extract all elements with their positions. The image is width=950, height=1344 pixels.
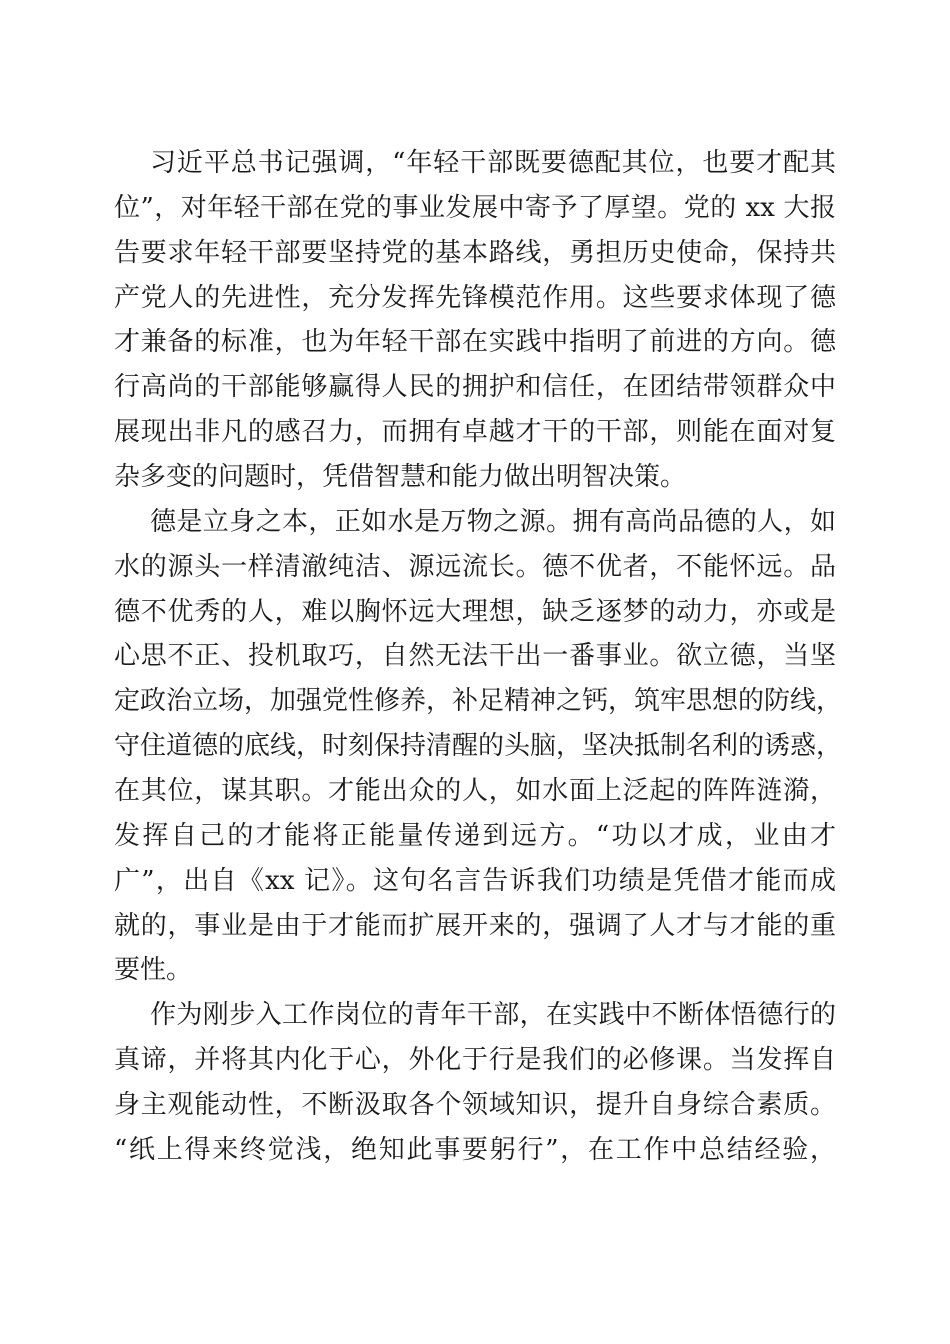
text-line: 在其位，谋其职。才能出众的人，如水面上泛起的阵阵涟漪， [114, 776, 836, 807]
text-line: 习近平总书记强调，“年轻干部既要德配其位，也要才配其 [150, 148, 836, 178]
text-line: 真谛，并将其内化于心，外化于行是我们的必修课。当发挥自 [114, 1045, 836, 1076]
text-line: 水的源头一样清澈纯洁、源远流长。德不优者，不能怀远。品 [114, 551, 836, 582]
text-line: 作为刚步入工作岗位的青年干部，在实践中不断体悟德行的 [150, 1000, 836, 1031]
text-line: 身主观能动性，不断汲取各个领域知识，提升自身综合素质。 [114, 1090, 836, 1121]
document-body [114, 141, 843, 1173]
text-line: 就的，事业是由于才能而扩展开来的，强调了人才与才能的重 [114, 910, 836, 941]
text-line: 行高尚的干部能够赢得人民的拥护和信任，在团结带领群众中 [114, 372, 836, 403]
text-line: 位”，对年轻干部在党的事业发展中寄予了厚望。党的 xx 大报 [114, 192, 836, 223]
text-line: 杂多变的问题时，凭借智慧和能力做出明智决策。 [114, 462, 687, 493]
text-line: 守住道德的底线，时刻保持清醒的头脑，坚决抵制名利的诱惑， [114, 731, 843, 762]
text-line: 产党人的先进性，充分发挥先锋模范作用。这些要求体现了德 [114, 282, 836, 313]
paragraph-1 [114, 141, 836, 500]
text-line: “纸上得来终觉浅，绝知此事要躬行”，在工作中总结经验， [114, 1134, 836, 1165]
paragraph-3 [114, 993, 836, 1172]
text-line: 发挥自己的才能将正能量传递到远方。“功以才成，业由才 [114, 820, 836, 851]
text-line: 要性。 [114, 955, 193, 986]
text-line: 展现出非凡的感召力，而拥有卓越才干的干部，则能在面对复 [114, 417, 836, 448]
text-line: 德不优秀的人，难以胸怀远大理想，缺乏逐梦的动力，亦或是 [114, 596, 836, 627]
text-line: 才兼备的标准，也为年轻干部在实践中指明了前进的方向。德 [114, 327, 836, 358]
text-line: 德是立身之本，正如水是万物之源。拥有高尚品德的人，如 [150, 506, 836, 537]
text-line: 告要求年轻干部要坚持党的基本路线，勇担历史使命，保持共 [114, 237, 836, 268]
paragraph-2 [114, 500, 843, 993]
text-line: 广”，出自《xx 记》。这句名言告诉我们功绩是凭借才能而成 [114, 865, 836, 896]
text-line: 心思不正、投机取巧，自然无法干出一番事业。欲立德，当坚 [114, 641, 836, 672]
text-line: 定政治立场，加强党性修养，补足精神之钙，筑牢思想的防线， [114, 686, 843, 717]
